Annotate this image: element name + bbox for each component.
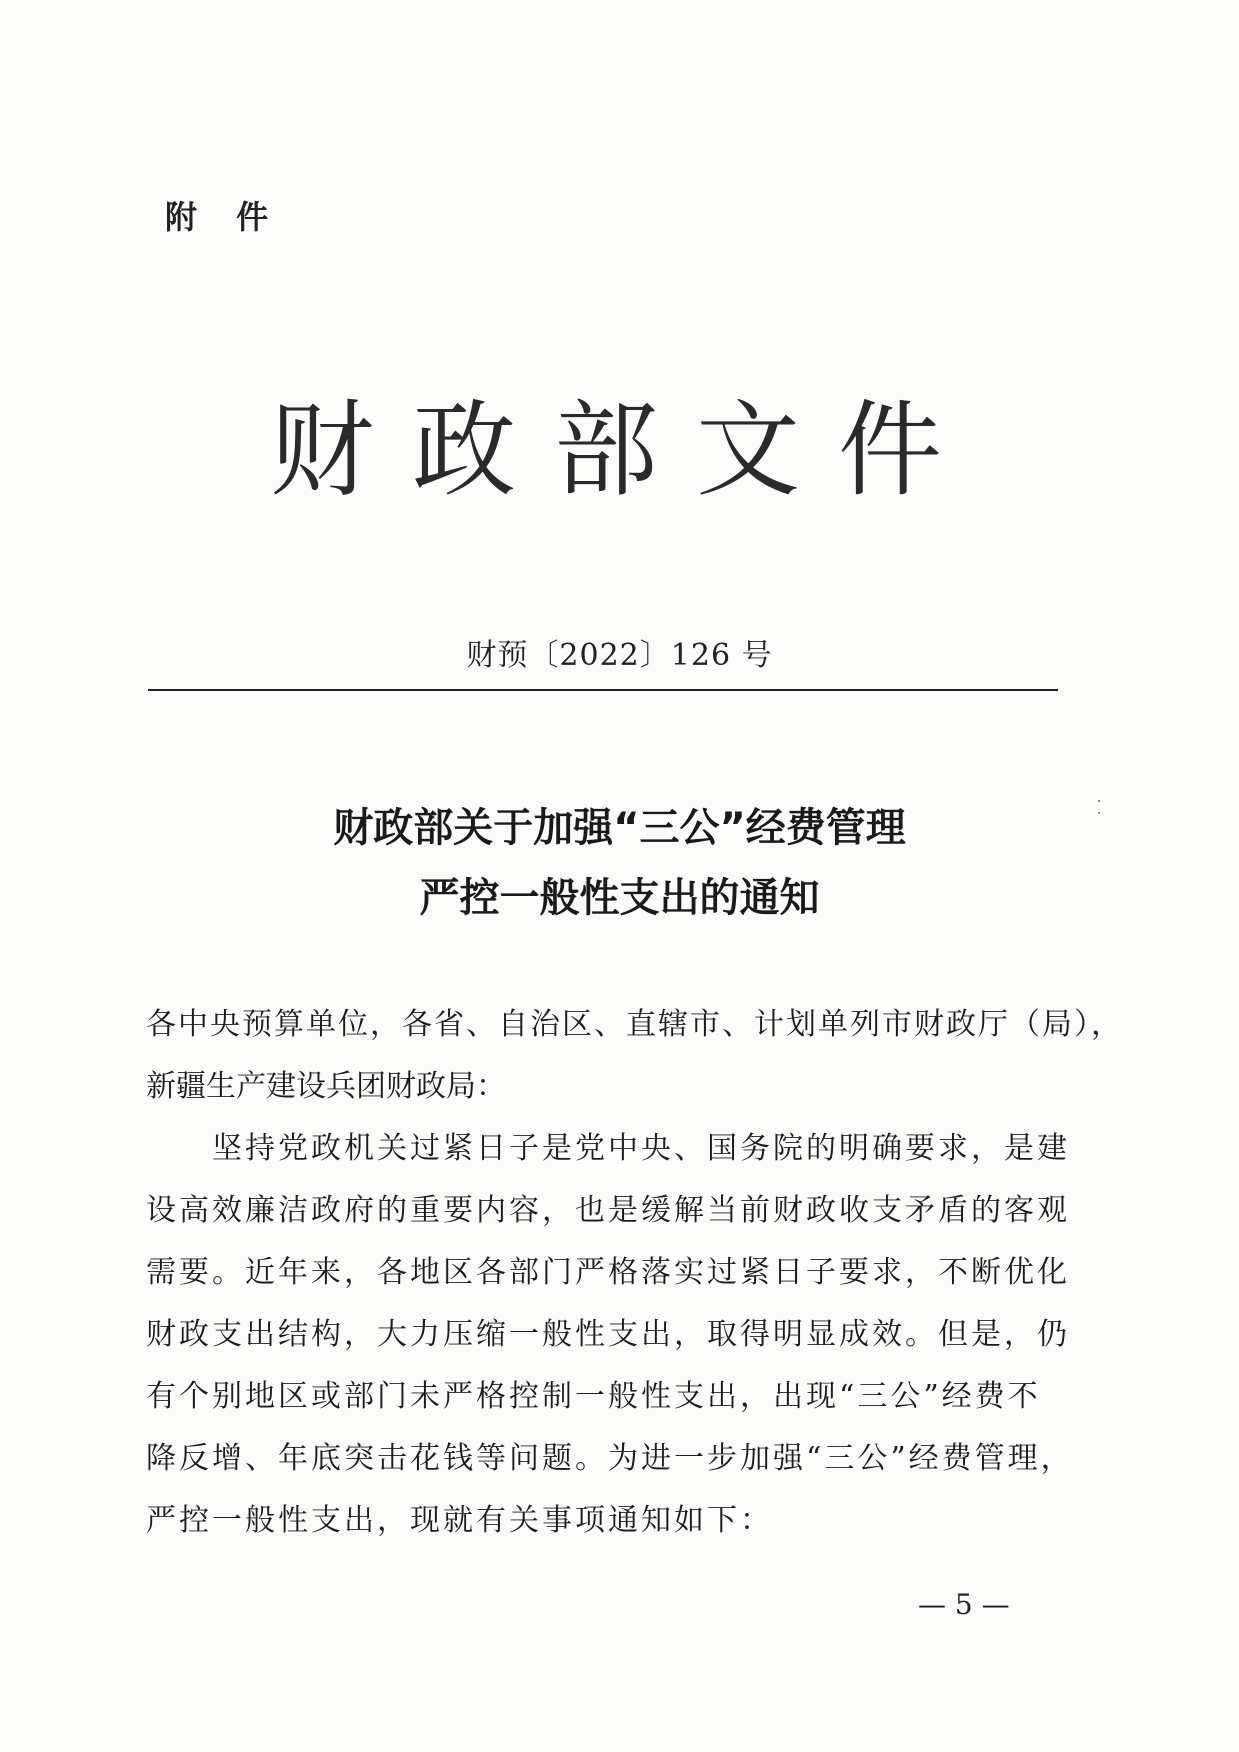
scan-speck [1098,812,1100,814]
attachment-label: 附 件 [165,198,283,236]
page-number: — 5 — [918,1588,1010,1621]
body-line: 降反增、年底突击花钱等问题。为进一步加强“三公”经费管理， [146,1441,1074,1476]
document-header-title: 财政部文件 [270,389,981,511]
body-line: 有个别地区或部门未严格控制一般性支出，出现“三公”经费不 [146,1379,1041,1414]
body-line: 设高效廉洁政府的重要内容，也是缓解当前财政收支矛盾的客观 [146,1193,1070,1228]
body-line: 新疆生产建设兵团财政局： [146,1069,506,1104]
notice-title-line-2: 严控一般性支出的通知 [419,875,820,921]
body-line: 坚持党政机关过紧日子是党中央、国务院的明确要求，是建 [146,1131,1070,1166]
document-number: 财预〔2022〕126 号 [466,638,773,673]
body-line: 各中央预算单位，各省、自治区、直辖市、计划单列市财政厅（局）， [146,1007,1123,1042]
body-line: 严控一般性支出，现就有关事项通知如下： [146,1503,773,1538]
scan-speck [1098,800,1100,802]
notice-title-line-1: 财政部关于加强“三公”经费管理 [333,805,906,851]
body-line: 财政支出结构，大力压缩一般性支出，取得明显成效。但是，仍 [146,1317,1070,1352]
header-divider [148,689,1058,691]
body-line: 需要。近年来，各地区各部门严格落实过紧日子要求，不断优化 [146,1255,1070,1290]
